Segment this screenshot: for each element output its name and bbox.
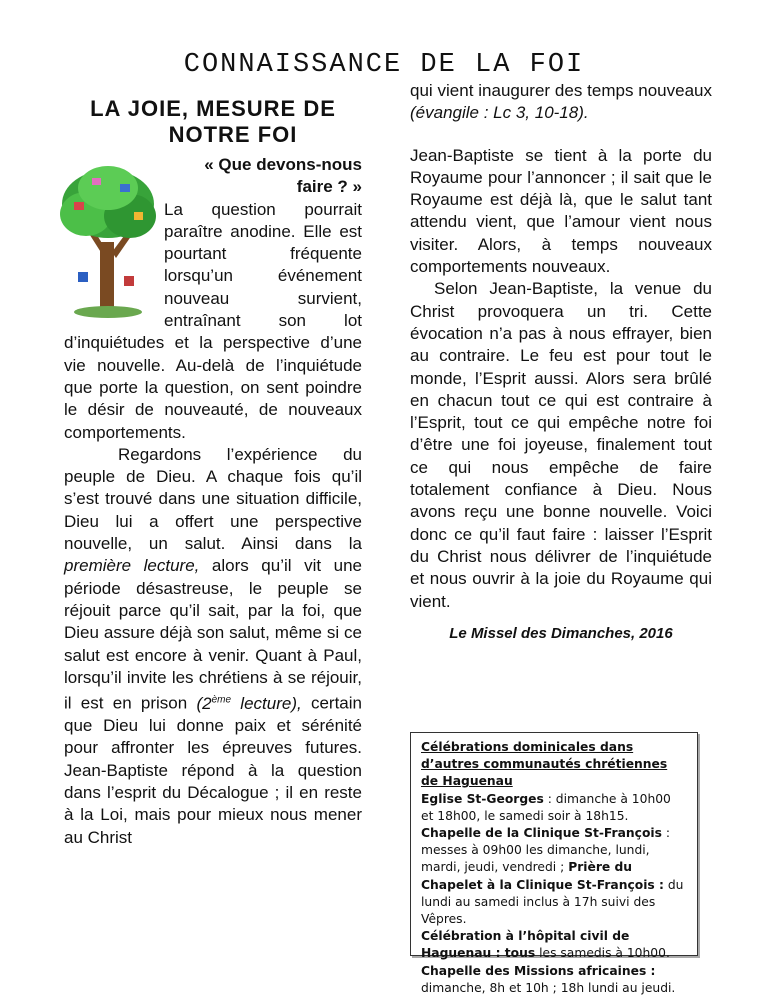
page-title: CONNAISSANCE DE LA FOI (183, 50, 585, 80)
article-source: Le Missel des Dimanches, 2016 (449, 624, 673, 642)
paragraph-2-continued: qui vient inaugurer des temps nouveaux (410, 81, 712, 100)
celebration-entry-st-georges: Eglise St-Georges : dimanche à 10h00 et 18h00, le samedi soir à 18h15. (421, 791, 671, 823)
lead-quote: « Que devons-nous faire ? » (204, 155, 362, 197)
tree-illustration-icon (58, 154, 158, 319)
reference-gospel: (évangile : Lc 3, 10-18). (410, 103, 589, 123)
celebration-entry-hopital-civil: Célébration à l’hôpital civil de Haguenau : tous les samedis à 10h00. (421, 929, 670, 961)
celebration-entry-missions-africaines: Chapelle des Missions africaines : dimanche, 8h et 10h ; 18h lundi au jeudi. (421, 963, 676, 995)
article-title-line2: NOTRE FOI (168, 122, 298, 147)
celebrations-box (410, 732, 698, 995)
article-body-left (64, 154, 362, 849)
paragraph-3: Jean-Baptiste se tient à la porte du Royaume pour l’annoncer ; il sait que le Royaume est déjà là, que le salut tant attendu vient, que l’amour vient nous visiter. Alors, à temps nouveaux comportements nouveaux. (410, 145, 712, 277)
right-column (410, 80, 712, 642)
article-title (64, 96, 362, 148)
article-title-line1: LA JOIE, MESURE DE (90, 96, 336, 121)
paragraph-2a: Regardons l’expérience du peuple de Dieu. A chaque fois qu’il s’est trouvé dans une situation difficile, Dieu lui a offert une perspective nouvelle, un salut. Ainsi dans la (64, 444, 362, 554)
reference-second-reading: (2ème lecture), (196, 693, 302, 713)
article-body-right (410, 80, 712, 613)
reference-first-reading: première lecture, (64, 556, 200, 576)
paragraph-2c: certain que Dieu lui donne paix et sérénité pour affronter les épreuves futures. Jean-Baptiste répond à la question dans l’esprit du Décalogue ; il en reste à la Loi, mais pour mieux nous mener au Christ (64, 693, 362, 847)
paragraph-1: La question pourrait paraître anodine. Elle est pourtant fréquente lorsqu’un événement nouveau survient, entraînant son lot d’inquiétudes et la perspective d’une vie nouvelle. Au-delà de l’inquiétude que porte la question, on sent poindre le désir de nouveauté, de nouveaux comportements. (64, 199, 362, 442)
left-column (64, 92, 362, 849)
celebration-entry-clinique-st-francois: Chapelle de la Clinique St-François : messes à 09h00 les dimanche, lundi, mardi, jeudi, vendredi ; Prière du Chapelet à la Clinique St-François : du lundi au samedi inclus à 17h suivi des Vêpres. (421, 826, 684, 927)
paragraph-2b: alors qu’il vit une période désastreuse, le peuple se réjouit parce qu’il sait, par la foi, que Dieu assure déjà son salut, même si ce salut est encore à venir. Quant à Paul, lorsqu’il invite les chrétiens à se réjouir, il est en prison (64, 556, 362, 713)
paragraph-4: Selon Jean-Baptiste, la venue du Christ provoquera un tri. Cette évocation n’a pas à nous effrayer, bien au contraire. Le feu est pour tout le monde, l’Esprit aussi. Alors sera brûlé en chacun tout ce qui est contraire à l’Esprit, tout ce qui empêche notre foi d’être une foi joyeuse, finalement tout ce qui nous empêche de faire totalement confiance à Dieu. Nous avons reçu une bonne nouvelle. Voici donc ce qu’il faut faire : laisser l’Esprit du Christ nous délivrer de l’inquiétude et nous ouvrir à la joie du Royaume qui vient. (410, 279, 712, 611)
celebrations-heading: Célébrations dominicales dans d’autres communautés chrétiennes de Haguenau (421, 740, 668, 789)
